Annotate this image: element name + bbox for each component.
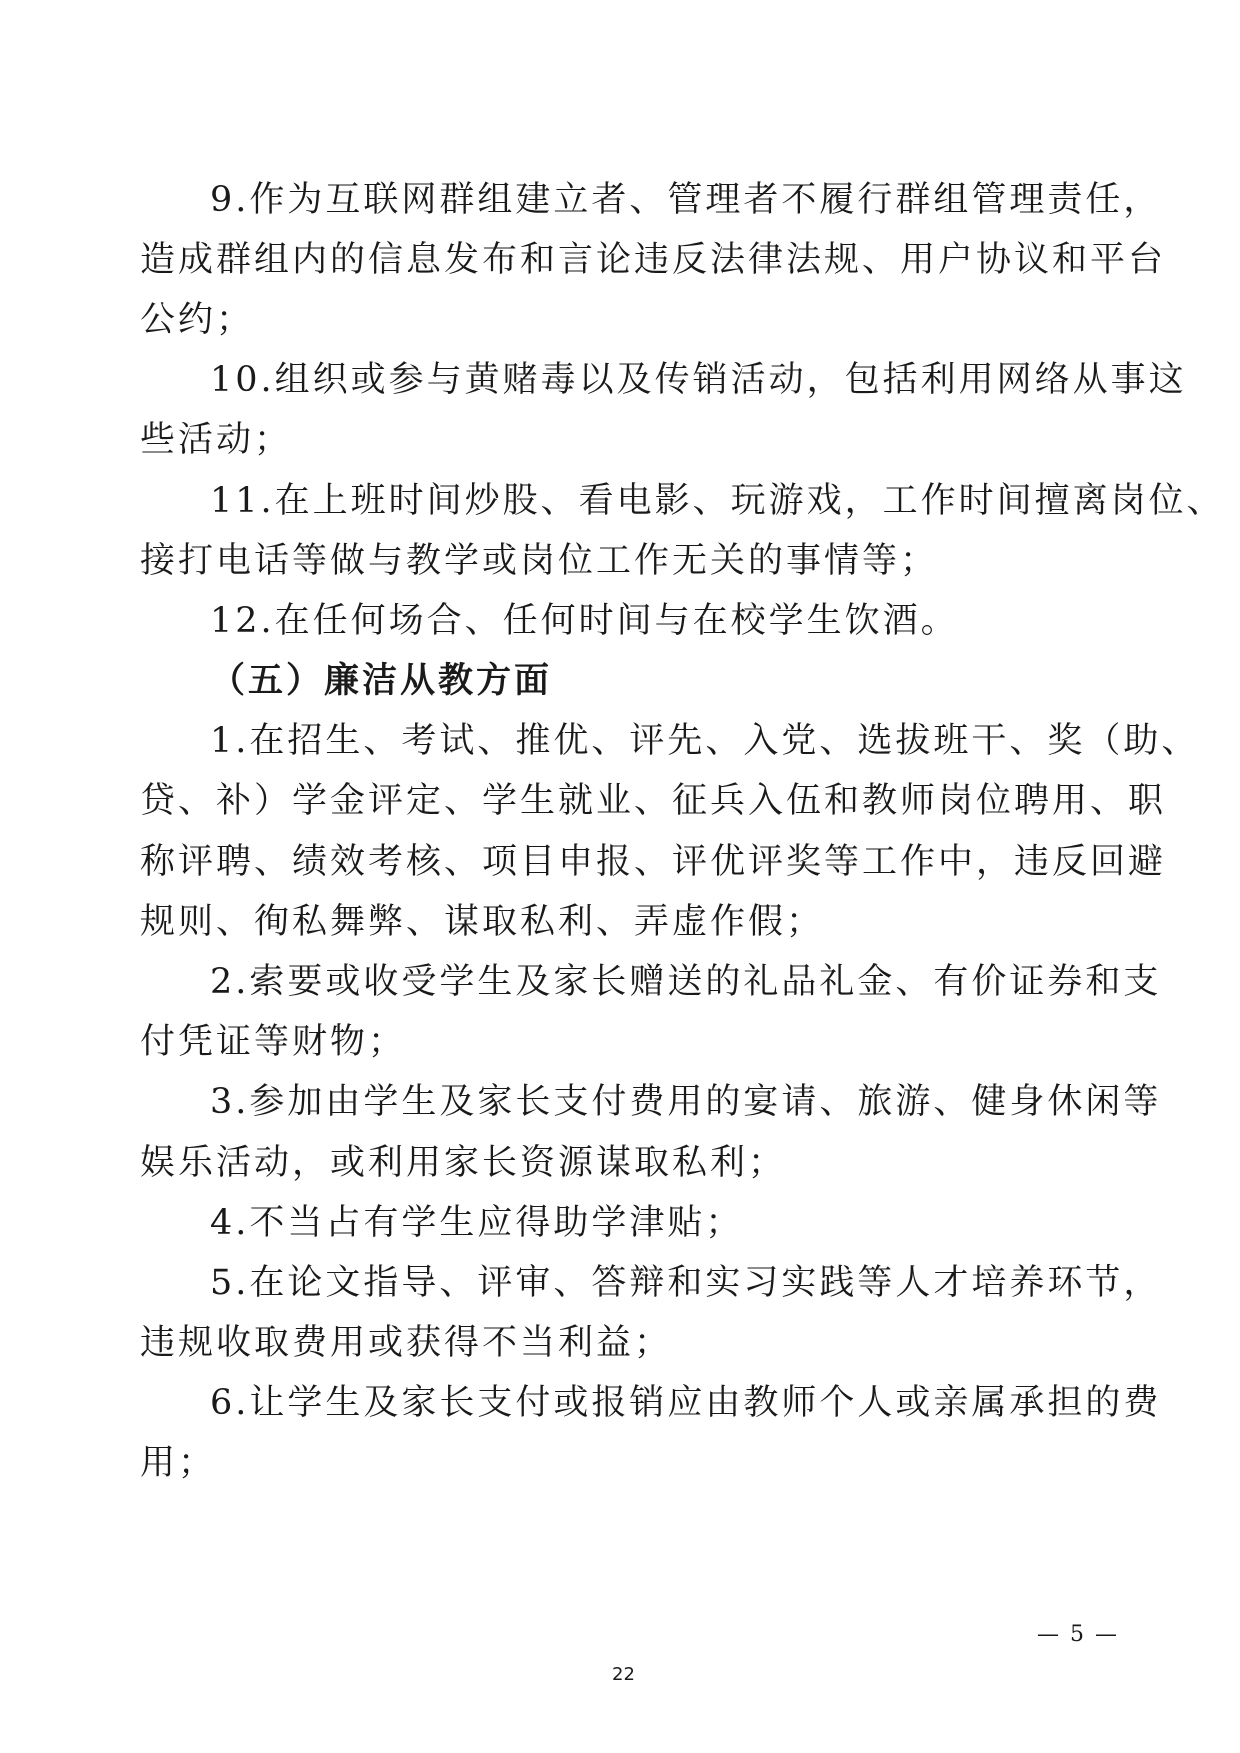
section-heading: （五）廉洁从教方面	[210, 660, 553, 701]
page-index: 22	[612, 1664, 635, 1685]
paragraph-line: 公约；	[140, 300, 255, 340]
paragraph-line: 称评聘、绩效考核、项目申报、评优评奖等工作中，违反回避	[140, 842, 1167, 882]
paragraph-line: 造成群组内的信息发布和言论违反法律法规、用户协议和平台	[140, 240, 1167, 280]
paragraph-line: 4.不当占有学生应得助学津贴；	[210, 1203, 744, 1243]
paragraph-line: 9.作为互联网群组建立者、管理者不履行群组管理责任，	[210, 180, 1162, 220]
paragraph-line: 付凭证等财物；	[140, 1022, 407, 1062]
paragraph-line: 2.索要或收受学生及家长赠送的礼品礼金、有价证券和支	[210, 962, 1162, 1002]
paragraph-line: 1.在招生、考试、推优、评先、入党、选拔班干、奖（助、	[210, 721, 1200, 761]
paragraph-line: 12.在任何场合、任何时间与在校学生饮酒。	[210, 601, 959, 641]
paragraph-line: 10.组织或参与黄赌毒以及传销活动，包括利用网络从事这	[210, 360, 1187, 400]
paragraph-line: 娱乐活动，或利用家长资源谋取私利；	[140, 1143, 787, 1183]
paragraph-line: 3.参加由学生及家长支付费用的宴请、旅游、健身休闲等	[210, 1082, 1162, 1122]
paragraph-line: 11.在上班时间炒股、看电影、玩游戏，工作时间擅离岗位、	[210, 481, 1225, 521]
page-number: — 5 —	[1037, 1622, 1119, 1647]
paragraph-line: 5.在论文指导、评审、答辩和实习实践等人才培养环节，	[210, 1263, 1162, 1303]
paragraph-line: 6.让学生及家长支付或报销应由教师个人或亲属承担的费	[210, 1383, 1162, 1423]
paragraph-line: 规则、徇私舞弊、谋取私利、弄虚作假；	[140, 902, 825, 942]
paragraph-line: 违规收取费用或获得不当利益；	[140, 1323, 673, 1363]
paragraph-line: 接打电话等做与教学或岗位工作无关的事情等；	[140, 541, 939, 581]
paragraph-line: 用；	[140, 1443, 217, 1483]
paragraph-line: 些活动；	[140, 420, 293, 460]
paragraph-line: 贷、补）学金评定、学生就业、征兵入伍和教师岗位聘用、职	[140, 781, 1167, 821]
